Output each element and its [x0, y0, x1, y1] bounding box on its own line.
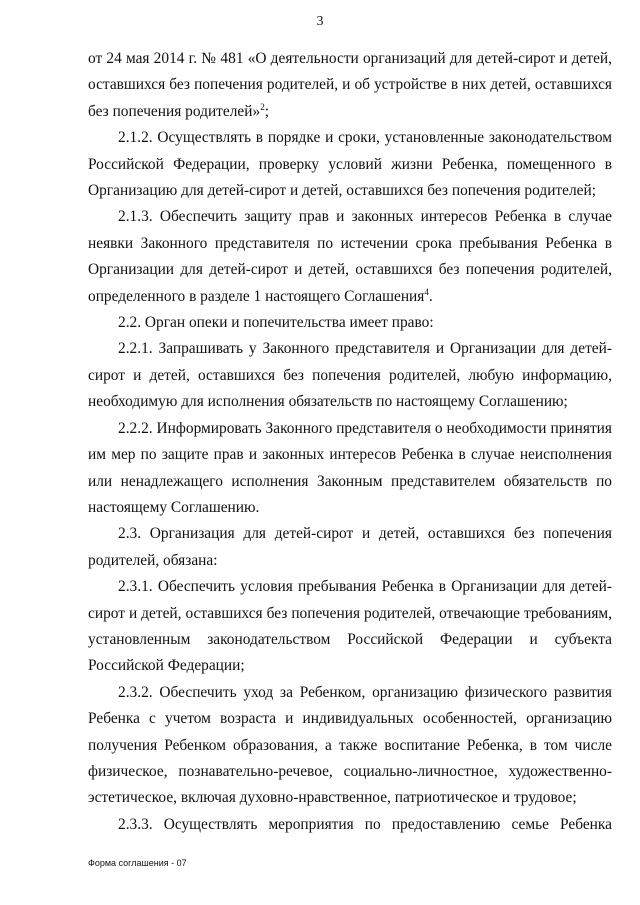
paragraph-text: от 24 мая 2014 г. № 481 «О деятельности организаций для детей-сирот и детей, оставшихся без попечения родителей, и об устройстве в них детей, оставшихся без попечения родителей» — [88, 50, 612, 120]
paragraph-text: 2.1.3. Обеспечить защиту прав и законных интересов Ребенка в случае неявки Законного представителя по истечении срока пребывания Ребенка в Организации для детей-сирот и детей, оставшихся без попечения родителей, определенного в разделе 1 настоящего Соглашения — [88, 208, 612, 305]
form-footer: Форма соглашения - 07 — [88, 858, 187, 868]
clause-2-1-3 — [88, 204, 612, 310]
clause-2-3-2: 2.3.2. Обеспечить уход за Ребенком, организацию физического развития Ребенка с учетом возраста и индивидуальных особенностей, организацию получения Ребенком образования, а также воспитание Ребенка, в том числе физическое, познавательно-речевое, социально-личностное, художественно-эстетическое, включая духовно-нравственное, патриотическое и трудовое; — [88, 683, 612, 807]
footnote-ref: 2 — [260, 101, 265, 112]
clause-2-2-1: 2.2.1. Запрашивать у Законного представителя и Организации для детей-сирот и детей, оставшихся без попечения родителей, любую информацию, необходимую для исполнения обязательств по настоящему Соглашению; — [88, 340, 612, 411]
clause-2-3: 2.3. Организация для детей-сирот и детей, оставшихся без попечения родителей, обязана: — [88, 525, 612, 569]
footnote-ref: 4 — [424, 286, 429, 297]
clause-2-2: 2.2. Орган опеки и попечительства имеет право: — [118, 314, 434, 332]
document-body — [88, 46, 612, 838]
clause-2-3-3: 2.3.3. Осуществлять мероприятия по предоставлению семье Ребенка — [118, 815, 612, 833]
clause-2-1-2: 2.1.2. Осуществлять в порядке и сроки, установленные законодательством Российской Федерации, проверку условий жизни Ребенка, помещенного в Организацию для детей-сирот и детей, оставшихся без попечения родителей; — [88, 129, 612, 200]
clause-2-2-2: 2.2.2. Информировать Законного представителя о необходимости принятия им мер по защите прав и законных интересов Ребенка в случае неисполнения или ненадлежащего исполнения Законным представителем обязательств по настоящему Соглашению. — [88, 419, 612, 516]
paragraph-tail: . — [428, 287, 433, 305]
paragraph-continuation — [88, 46, 612, 125]
page-number: 3 — [316, 14, 324, 29]
paragraph-tail: ; — [264, 102, 269, 120]
clause-2-3-1: 2.3.1. Обеспечить условия пребывания Ребенка в Организации для детей-сирот и детей, оставшихся без попечения родителей, отвечающие требованиям, установленным законодательством Российской Федерации и субъекта Российской Федерации; — [88, 578, 612, 675]
